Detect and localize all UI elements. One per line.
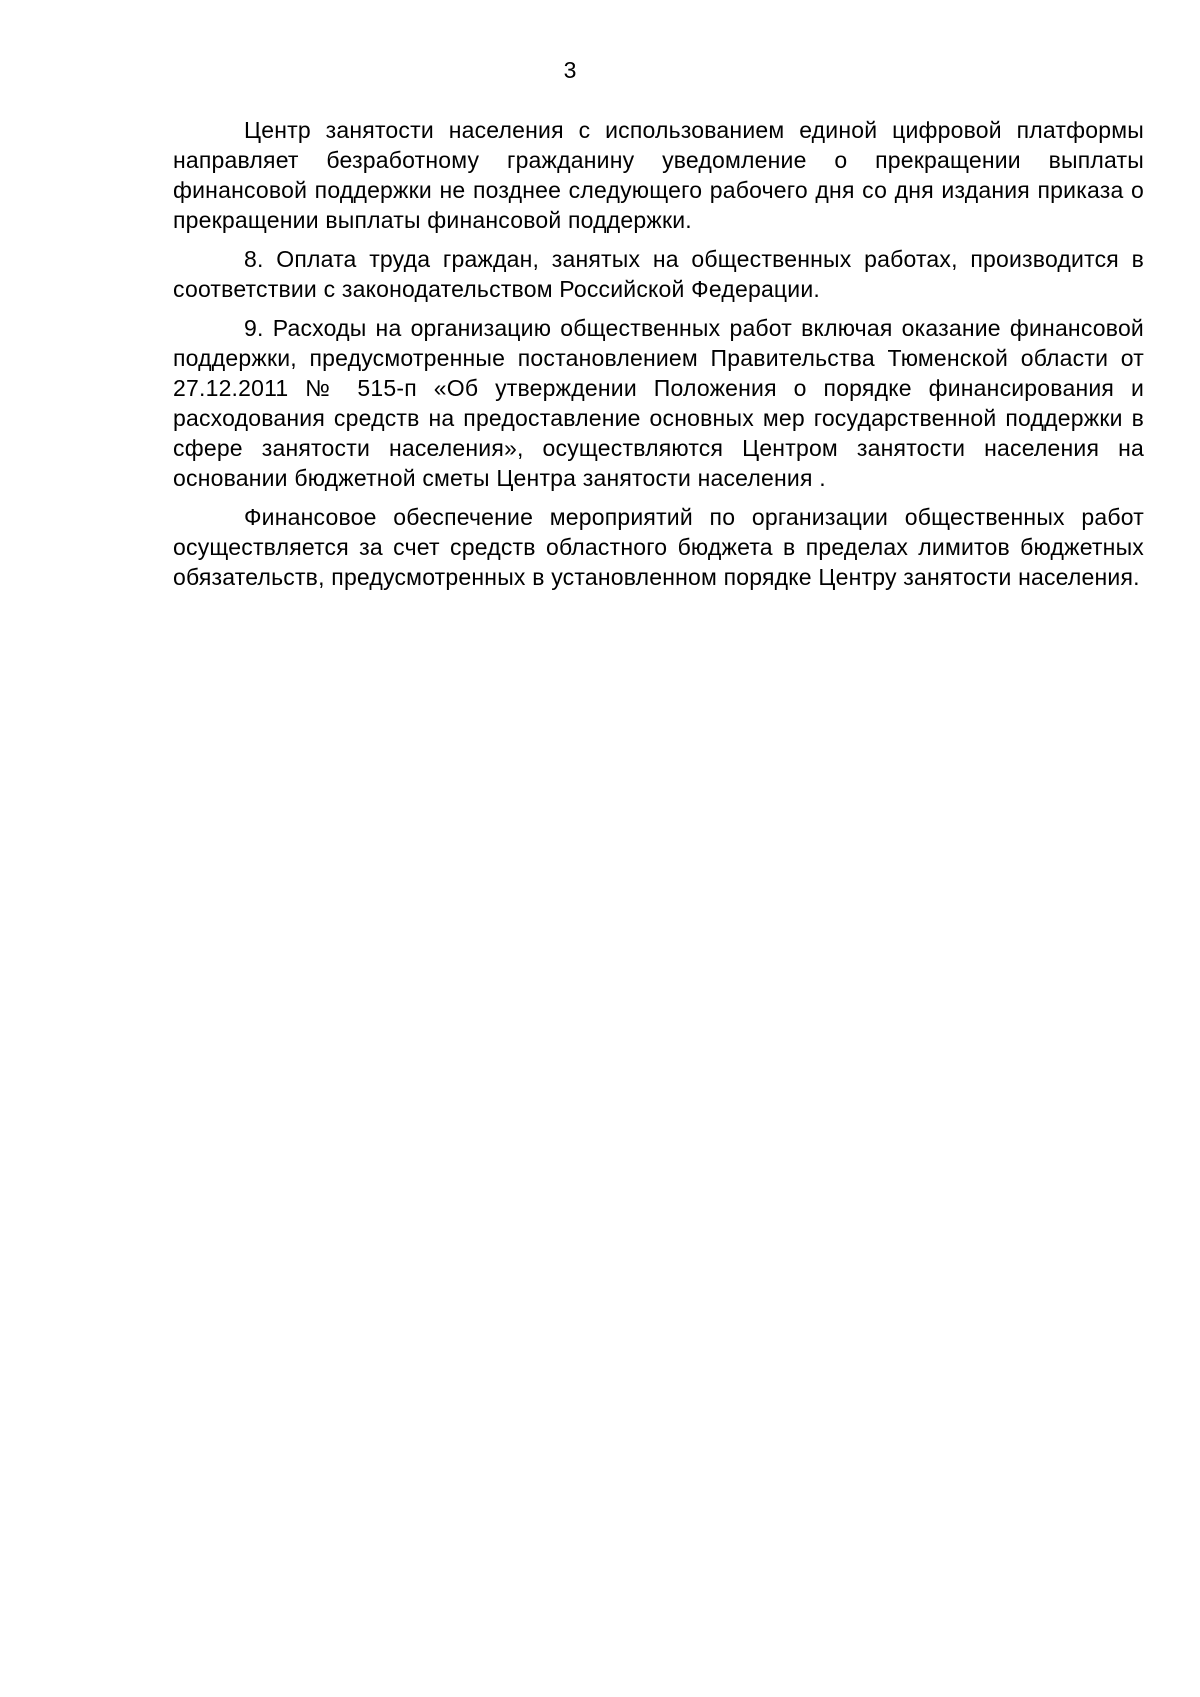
document-body <box>173 115 1144 601</box>
paragraph-financing: Финансовое обеспечение мероприятий по организации общественных работ осуществляется за счет средств областного бюджета в пределах лимитов бюджетных обязательств, предусмотренных в установленном порядке Центру занятости населения. <box>173 504 1144 590</box>
page-number: 3 <box>563 57 577 83</box>
paragraph-notification: Центр занятости населения с использованием единой цифровой платформы направляет безработному гражданину уведомление о прекращении выплаты финансовой поддержки не позднее следующего рабочего дня со дня издания приказа о прекращении выплаты финансовой поддержки. <box>173 117 1144 233</box>
paragraph-item-9-expenses: 9. Расходы на организацию общественных работ включая оказание финансовой поддержки, предусмотренные постановлением Правительства Тюменской области от 27.12.2011 № 515-п «Об утверждении Положения о порядке финансирования и расходования средств на предоставление основных мер государственной поддержки в сфере занятости населения», осуществляются Центром занятости населения на основании бюджетной сметы Центра занятости населения . <box>173 315 1144 491</box>
paragraph-item-8-wages: 8. Оплата труда граждан, занятых на общественных работах, производится в соответствии с законодательством Российской Федерации. <box>173 246 1144 302</box>
